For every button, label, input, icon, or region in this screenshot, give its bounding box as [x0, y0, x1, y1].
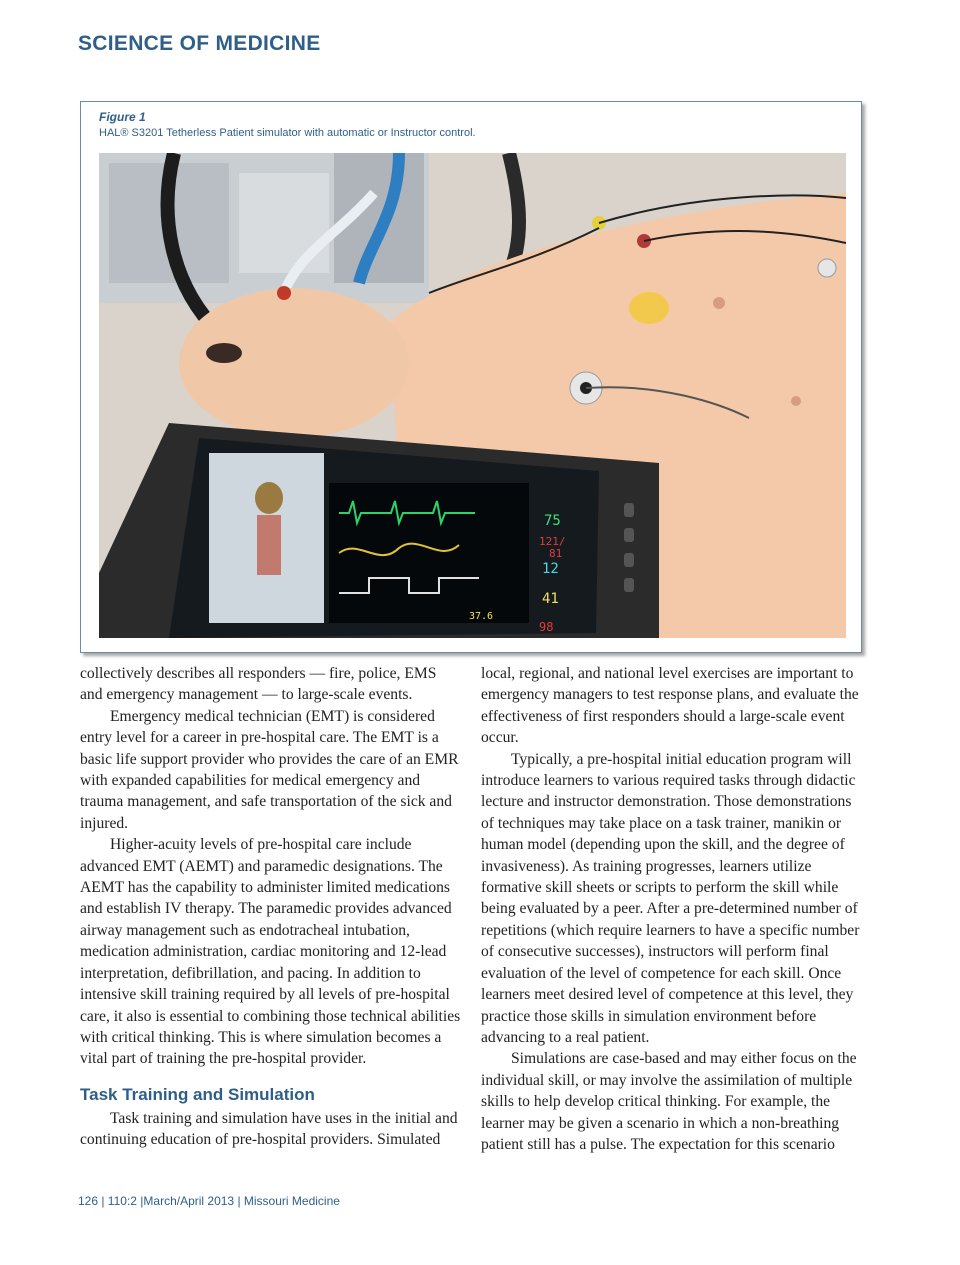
section-title: SCIENCE OF MEDICINE [78, 32, 321, 55]
paragraph: collectively describes all responders — fire, police, EMS and emergency management — to large-scale events. [80, 665, 437, 704]
figure-box [80, 101, 862, 653]
monitor-temp: 37.6 [469, 611, 494, 622]
paragraph: Emergency medical technician (EMT) is considered entry level for a career in pre-hospital care. The EMT is a basic life support provider who provides the care of an EMR with expanded capabilities for medical emergency and trauma management, and safe transportation of the sick and injured. [80, 707, 459, 832]
monitor-hr: 75 [544, 513, 561, 529]
monitor-co2: 41 [542, 591, 559, 607]
monitor-bp: 121/ [539, 535, 566, 548]
figure-caption: HAL® S3201 Tetherless Patient simulator with automatic or Instructor control. [99, 127, 476, 139]
monitor-rr: 12 [542, 561, 559, 577]
paragraph: local, regional, and national level exercises are important to emergency managers to test response plans, and evaluate the effectiveness of first responders should a large-scale event occur. [481, 665, 859, 747]
monitor-bp-dia: 81 [549, 547, 563, 560]
manikin-photo [99, 153, 846, 638]
figure-label: Figure 1 [99, 110, 146, 124]
left-column [80, 663, 462, 1151]
paragraph: Simulations are case-based and may either focus on the individual skill, or may involve the assimilation of multiple skills to help develop critical thinking. For example, the learner may be given a scenario in which a non-breathing patient still has a pulse. The expectation for this scenario [481, 1050, 857, 1153]
figure-photo [99, 153, 846, 638]
paragraph: Higher-acuity levels of pre-hospital care include advanced EMT (AEMT) and paramedic designations. The AEMT has the capability to administer limited medications and establish IV therapy. The paramedic provides advanced airway management such as endotracheal intubation, medication administration, cardiac monitoring and 12-lead interpretation, defibrillation, and pacing. In addition to intensive skill training required by all levels of pre-hospital care, it also is essential to combining those technical abilities with critical thinking. This is where simulation becomes a vital part of training the pre-hospital provider. [80, 836, 461, 1068]
monitor-spo2: 98 [539, 620, 554, 634]
right-column [481, 663, 863, 1155]
paragraph: Task training and simulation have uses in the initial and continuing education of pre-hospital providers. Simulated [80, 1109, 458, 1149]
subheading: Task Training and Simulation [80, 1084, 315, 1104]
paragraph: Typically, a pre-hospital initial education program will introduce learners to various required tasks through didactic lecture and instructor demonstration. Those demonstrations of techniques may take place on a task trainer, manikin or human model (depending upon the skill, and the degree of invasiveness). As training progresses, learners utilize formative skill sheets or scripts to perform the skill while being evaluated by a peer. After a pre-determined number of repetitions (which require learners to have a specific number of consecutive successes), instructors will perform final evaluation of the level of competence for each skill. Once learners meet desired level of competence at this level, they practice those skills in simulation environment before advancing to a real patient. [481, 750, 860, 1046]
page-footer: 126 | 110:2 |March/April 2013 | Missouri Medicine [78, 1194, 340, 1208]
